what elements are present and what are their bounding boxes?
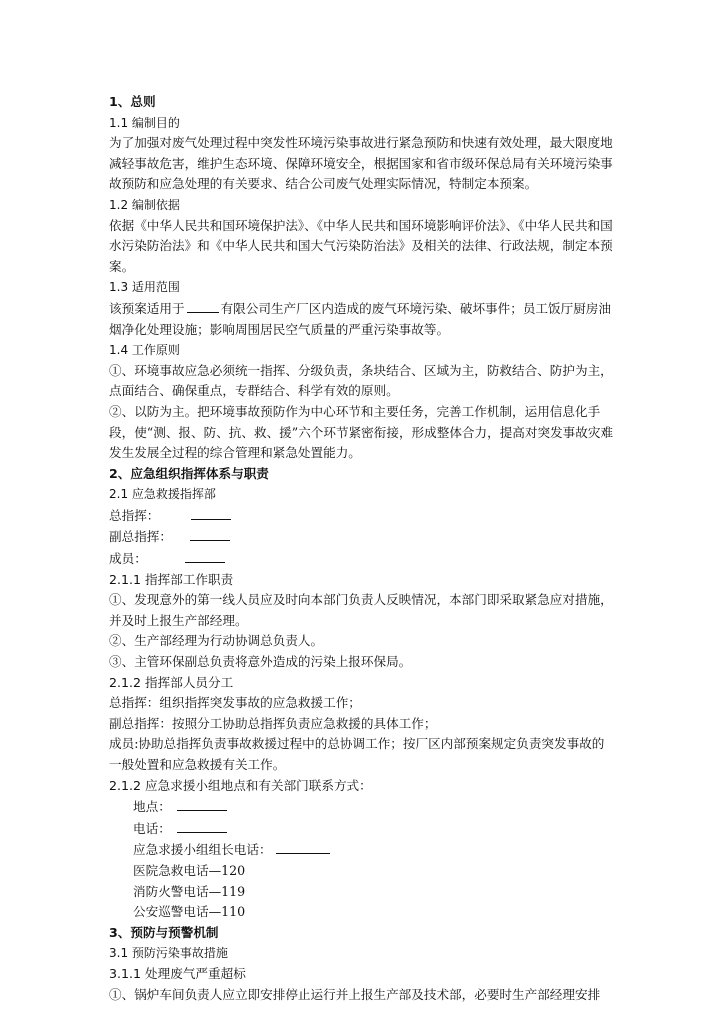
- paragraph-line: 并及时上报生产部经理。: [109, 612, 248, 628]
- section-2-1-1-title: 2.1.1 指挥部工作职责: [109, 571, 234, 587]
- scope-text-start: 该预案适用于: [109, 300, 185, 316]
- section-2-title: 2、应急组织指挥体系与职责: [109, 465, 269, 481]
- document-body: [109, 92, 617, 1005]
- paragraph-line: 段，使“测、报、防、抗、救、援”六个环节紧密衔接，形成整体合力，提高对突发事故灾难: [109, 424, 614, 440]
- fire-phone: 消防火警电话—119: [133, 883, 246, 899]
- deputy-blank: [190, 526, 230, 541]
- section-2-1-2-title: 2.1.2 指挥部人员分工: [109, 674, 234, 690]
- section-1-2-title: 1.2 编制依据: [109, 197, 180, 212]
- paragraph-line: 水污染防治法》和《中华人民共和国大气污染防治法》及相关的法律、行政法规，制定本预: [109, 238, 613, 254]
- paragraph-line: ①、发现意外的第一线人员应及时向本部门负责人反映情况，本部门即采取紧急应对措施，: [109, 592, 613, 608]
- paragraph-line: 副总指挥：按照分工协助总指挥负责应急救援的具体工作；: [109, 715, 437, 731]
- phone-label: 电话：: [133, 820, 171, 836]
- leader-phone-blank: [276, 839, 330, 854]
- section-1-title: 1、总则: [109, 94, 156, 109]
- paragraph-line: 总指挥：组织指挥突发事故的应急救援工作；: [109, 695, 361, 711]
- members-blank: [185, 548, 225, 563]
- commander-label: 总指挥：: [109, 507, 160, 523]
- hospital-phone: 医院急救电话—120: [133, 862, 246, 878]
- section-2-1-title: 2.1 应急救援指挥部: [109, 487, 216, 502]
- section-3-1-title: 3.1 预防污染事故措施: [109, 946, 228, 961]
- phone-blank: [177, 818, 227, 833]
- paragraph-line: 案。: [109, 258, 135, 274]
- paragraph-line: ③、主管环保副总负责将意外造成的污染上报环保局。: [109, 654, 412, 670]
- commander-blank: [191, 505, 231, 520]
- police-phone: 公安巡警电话—110: [133, 904, 246, 920]
- paragraph-line: 成员:协助总指挥负责事故救援过程中的总协调工作；按厂区内部预案规定负责突发事故的: [109, 736, 605, 752]
- paragraph-line: 发生发展全过程的综合管理和紧急处置能力。: [109, 445, 361, 461]
- phone-row: [109, 818, 617, 840]
- leader-phone-row: [109, 839, 617, 861]
- leader-phone-label: 应急求援小组组长电话：: [133, 842, 272, 858]
- company-name-blank: [187, 298, 219, 313]
- paragraph-line: ②、以防为主。把环境事故预防作为中心环节和主要任务，完善工作机制，运用信息化手: [109, 403, 601, 419]
- location-row: [109, 796, 617, 818]
- paragraph-line: 依据《中华人民共和国环境保护法》、《中华人民共和国环境影响评价法》、《中华人民共和国: [109, 217, 613, 233]
- paragraph-line: 为了加强对废气处理过程中突发性环境污染事故进行紧急预防和快速有效处理，最大限度地: [109, 135, 613, 151]
- section-1-3-title: 1.3 适用范围: [109, 280, 180, 295]
- paragraph-line: 一般处置和应急救援有关工作。: [109, 757, 286, 772]
- paragraph-line: 烟净化处理设施；影响周围居民空气质量的严重污染事故等。: [109, 321, 450, 337]
- paragraph-line: 减轻事故危害，维护生态环境、保障环境安全，根据国家和省市级环保总局有关环境污染事: [109, 155, 613, 171]
- paragraph-line: ②、生产部经理为行动协调总负责人。: [109, 633, 324, 649]
- members-row: [109, 548, 617, 570]
- deputy-row: [109, 526, 617, 548]
- paragraph-line: 点面结合、确保重点，专群结合、科学有效的原则。: [109, 383, 399, 399]
- location-label: 地点：: [133, 799, 171, 815]
- commander-row: [109, 505, 617, 527]
- section-3-1-1-title: 3.1.1 处理废气严重超标: [109, 965, 246, 981]
- section-1-1-title: 1.1 编制目的: [109, 115, 180, 130]
- paragraph-line: 故预防和应急处理的有关要求、结合公司废气处理实际情况，特制定本预案。: [109, 176, 538, 192]
- scope-text-end: 有限公司生产厂区内造成的废气环境污染、破坏事件；员工饭厅厨房油: [220, 300, 611, 316]
- paragraph-line: ①、锅炉车间负责人应立即安排停止运行并上报生产部及技术部，必要时生产部经理安排: [109, 986, 601, 1002]
- location-blank: [177, 796, 227, 811]
- section-3-title: 3、预防与预警机制: [109, 924, 219, 940]
- members-label: 成员：: [109, 551, 147, 567]
- section-2-1-2-contacts-title: 2.1.2 应急求援小组地点和有关部门联系方式：: [109, 777, 372, 793]
- paragraph-line: ①、环境事故应急必须统一指挥、分级负责，条块结合、区域为主，防救结合、防护为主，: [109, 362, 613, 378]
- paragraph-line: [109, 298, 617, 320]
- deputy-label: 副总指挥：: [109, 529, 172, 545]
- section-1-4-title: 1.4 工作原则: [109, 343, 180, 358]
